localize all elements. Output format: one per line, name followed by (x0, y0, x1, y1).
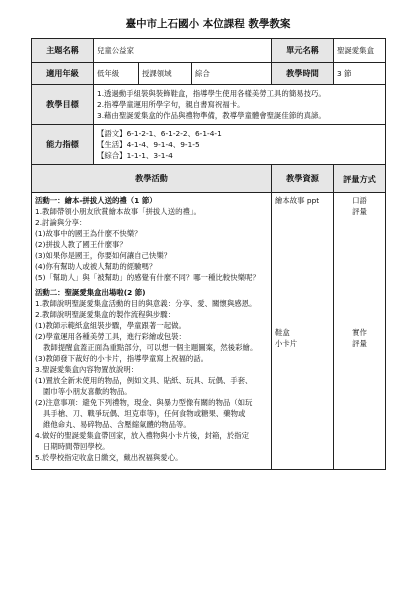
lesson-plan-page (31, 17, 385, 470)
activity1-line: (1)故事中的國王為什麼不快樂？ (35, 229, 142, 238)
assessment-item: 口語 (352, 196, 367, 205)
activity2-line: 1.教師說明聖誕愛集盒活動的目的與意義：分享、愛、關懷與感恩。 (35, 299, 257, 308)
goal-line: 1.透過動手組裝與裝飾鞋盒，指導學生使用各樣美勞工具的簡易技巧。 (97, 89, 326, 98)
lesson-plan-table (31, 38, 386, 470)
topic-row (32, 39, 386, 63)
activity2-line: 圍巾等小朋友喜歡的物品。 (43, 387, 132, 396)
activity2-line: 5.於學校指定收盒日繳交，戴出祝福與愛心。 (35, 453, 183, 462)
time-label: 教學時間 (272, 63, 334, 85)
activity2-line: (1)置放全新未使用的物品，例如文具、貼紙、玩具、玩偶、手套、 (35, 376, 253, 385)
indicator-line: 【語文】6-1-2-1、6-1-2-2、6-1-4-1 (97, 129, 222, 138)
activity2-title: 活動二：聖誕愛集盒出場啦(2 節) (35, 288, 146, 297)
domain-value: 綜合 (192, 63, 272, 85)
activity1-line: (2)拼拔人教了國王什麼事？ (35, 240, 127, 249)
unit-label: 單元名稱 (272, 39, 334, 63)
time-value: 3 節 (334, 63, 386, 85)
activity-content (32, 193, 272, 470)
activity2-line: (1)教師示範紙盒組裝步驟，學童跟著一起做。 (35, 321, 186, 330)
activity2-line: 維他命丸、易碎物品、含壓縮氣體的物品等。 (43, 420, 191, 429)
assessment-header: 評量方式 (334, 165, 386, 193)
activity2-line: 具手槍、刀、戰爭玩偶、坦克車等)，任何食物或糖果、藥物或 (43, 409, 246, 418)
activity1-line: (3)如果你是國王，你要如何讓自己快樂？ (35, 251, 172, 260)
page-title: 臺中市上石國小 本位課程 教學教案 (125, 18, 291, 30)
indicator-line: 【綜合】1-1-1、3-1-4 (97, 151, 173, 160)
domain-label: 授課領域 (139, 63, 192, 85)
activity2-line: (3)教師發下裁好的小卡片，指導學童寫上祝福的話。 (35, 354, 209, 363)
goals-label: 教學目標 (32, 85, 94, 125)
activity2-line: (2)注意事項：避免下列禮物，現金、與暴力型像有關的物品（如玩 (35, 398, 253, 407)
indicator-line: 【生活】4-1-4、9-1-4、9-1-5 (97, 140, 200, 149)
activity1-title: 活動一：繪本-拼拔人送的禮（1 節） (35, 196, 157, 205)
activity1-line: (5)「幫助人」與「被幫助」的感覺有什麼不同？哪一種比較快樂呢？ (35, 273, 260, 282)
activity1-line: 2.討論與分享： (35, 218, 87, 227)
activity2-line: 4.做好的聖誕愛集盒帶回家，放入禮物與小卡片後，封箱，於指定 (35, 431, 249, 440)
assessment-column (334, 193, 386, 470)
indicators-content (94, 125, 386, 165)
goals-row (32, 85, 386, 125)
assessment-item: 實作 (352, 328, 367, 337)
indicators-row (32, 125, 386, 165)
grade-label: 適用年級 (32, 63, 94, 85)
assessment-item: 評量 (352, 339, 367, 348)
activity1-line: (4)你有幫助人或被人幫助的經驗嗎？ (35, 262, 157, 271)
activity-header-row (32, 165, 386, 193)
activity1-line: 1.教師帶領小朋友欣賞繪本故事「拼拔人送的禮」。 (35, 207, 201, 216)
activity2-line: 日期時間帶回學校。 (43, 442, 110, 451)
resources-header: 教學資源 (272, 165, 334, 193)
activity2-line: 3.聖誕愛集盒內容物置放說明： (35, 365, 139, 374)
goal-line: 2.指導學童運用所學字句，親自書寫祝福卡。 (97, 100, 245, 109)
grade-value: 低年級 (94, 63, 139, 85)
unit-value: 聖誕愛集盒 (334, 39, 386, 63)
assessment-item: 評量 (352, 207, 367, 216)
resources-column (272, 193, 334, 470)
activity2-line: (2)學童運用各種美勞工具，進行彩繪或包裝： (35, 332, 186, 341)
goals-content (94, 85, 386, 125)
resource-item: 繪本故事 ppt (275, 196, 320, 205)
goal-line: 3.藉由聖誕愛集盒的作品與禮物準備，教導學童體會聖誕佳節的真諦。 (97, 111, 326, 120)
resource-item: 小卡片 (275, 339, 298, 348)
resource-item: 鞋盒 (275, 328, 290, 337)
activity-header: 教學活動 (32, 165, 272, 193)
topic-label: 主題名稱 (32, 39, 94, 63)
activity-body-row (32, 193, 386, 470)
activity2-line: 2.教師說明聖誕愛集盒的製作流程與步驟： (35, 310, 176, 319)
grade-row (32, 63, 386, 85)
indicators-label: 能力指標 (32, 125, 94, 165)
activity2-line: 教師提醒盒蓋正面為重點部分，可以想一個主題圖案，然後彩繪。 (43, 343, 258, 352)
topic-value: 兒童公益家 (94, 39, 272, 63)
